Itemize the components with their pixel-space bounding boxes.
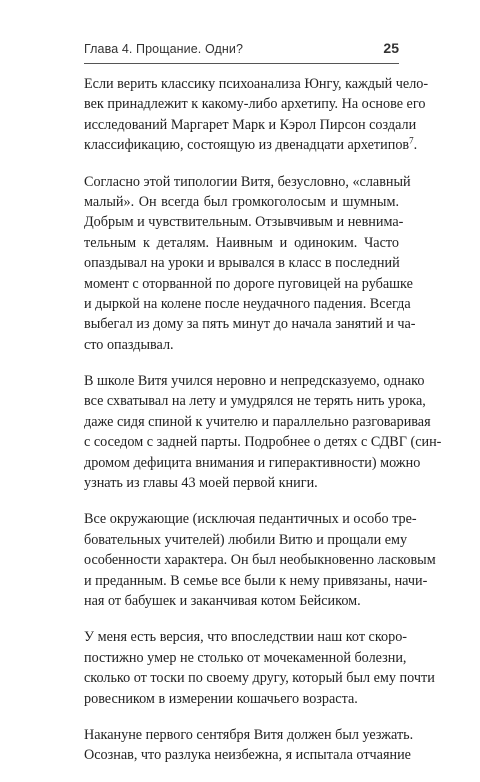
text-line: ная от бабушек и заканчивая котом Бейсиком. (84, 592, 361, 609)
text-line: особенности характера. Он был необыкновенно ласковым (84, 552, 436, 569)
text-line-content: классификацию, состоящую из двенадцати архетипов (84, 137, 410, 154)
text-line: с соседом с задней парты. Подробнее о детях с СДВГ (син- (84, 434, 442, 451)
text-line: момент с оторванной по дороге пуговицей на рубашке (84, 275, 413, 292)
body-text (84, 74, 442, 782)
text-line: и дыркой на колене после неудачного падения. Всегда (84, 295, 411, 312)
paragraph-2 (84, 172, 416, 356)
text-line: исследований Маргарет Марк и Кэрол Пирсон создали (84, 116, 417, 133)
text-line: постижно умер не столько от мочекаменной болезни, (84, 649, 407, 666)
text-line: Осознав, что разлука неизбежна, я испытала отчаяние (84, 747, 411, 764)
text-line: Добрым и чувствительным. Отзывчивым и невнима- (84, 214, 404, 231)
text-line: малый». Он всегда был громкоголосым и шумным. (84, 193, 399, 210)
text-line: тельным к деталям. Наивным и одиноким. Часто (84, 234, 399, 251)
text-line: опаздывал на уроки и врывался в класс в последний (84, 255, 400, 272)
text-line: век принадлежит к какому-либо архетипу. На основе его (84, 96, 426, 113)
text-line: У меня есть версия, что впоследствии наш кот скоро- (84, 629, 408, 646)
text-line: узнать из главы 43 моей первой книги. (84, 475, 318, 492)
text-line: бовательных учителей) любили Витю и прощали ему (84, 531, 408, 548)
text-line: Накануне первого сентября Витя должен был уезжать. (84, 726, 414, 743)
running-title: Глава 4. Прощание. Одни? (84, 42, 244, 56)
paragraph-1 (84, 74, 429, 156)
text-line-suffix: . (413, 137, 418, 154)
text-line: все схватывал на лету и умудрялся не терять нить урока, (84, 393, 426, 410)
paragraph-6 (84, 725, 414, 766)
header-rule (84, 63, 399, 64)
footnote-mark: 7 (409, 135, 414, 146)
paragraph-3 (84, 371, 442, 493)
text-line: сто опаздывал. (84, 336, 174, 353)
page-header (84, 40, 399, 60)
text-line: Если верить классику психоанализа Юнгу, каждый чело- (84, 76, 429, 92)
text-line: Согласно этой типологии Витя, безусловно, «славный (84, 173, 411, 190)
text-line: дромом дефицита внимания и гиперактивности) можно (84, 454, 421, 471)
text-line: и преданным. В семье все были к нему привязаны, начи- (84, 572, 428, 589)
text-line: выбегал из дому за пять минут до начала занятий и ча- (84, 316, 416, 333)
paragraph-5 (84, 627, 435, 709)
text-line: ровесником в измерении кошачьего возраста. (84, 690, 358, 707)
page-number: 25 (383, 40, 399, 56)
text-line (84, 135, 418, 155)
text-line: даже сидя спиной к учителю и параллельно разговаривая (84, 413, 431, 430)
paragraph-4 (84, 509, 436, 611)
text-line: сколько от тоски по своему другу, который был ему почти (84, 670, 435, 687)
text-line: В школе Витя учился неровно и непредсказуемо, однако (84, 373, 425, 390)
text-line: Все окружающие (исключая педантичных и особо тре- (84, 511, 417, 528)
